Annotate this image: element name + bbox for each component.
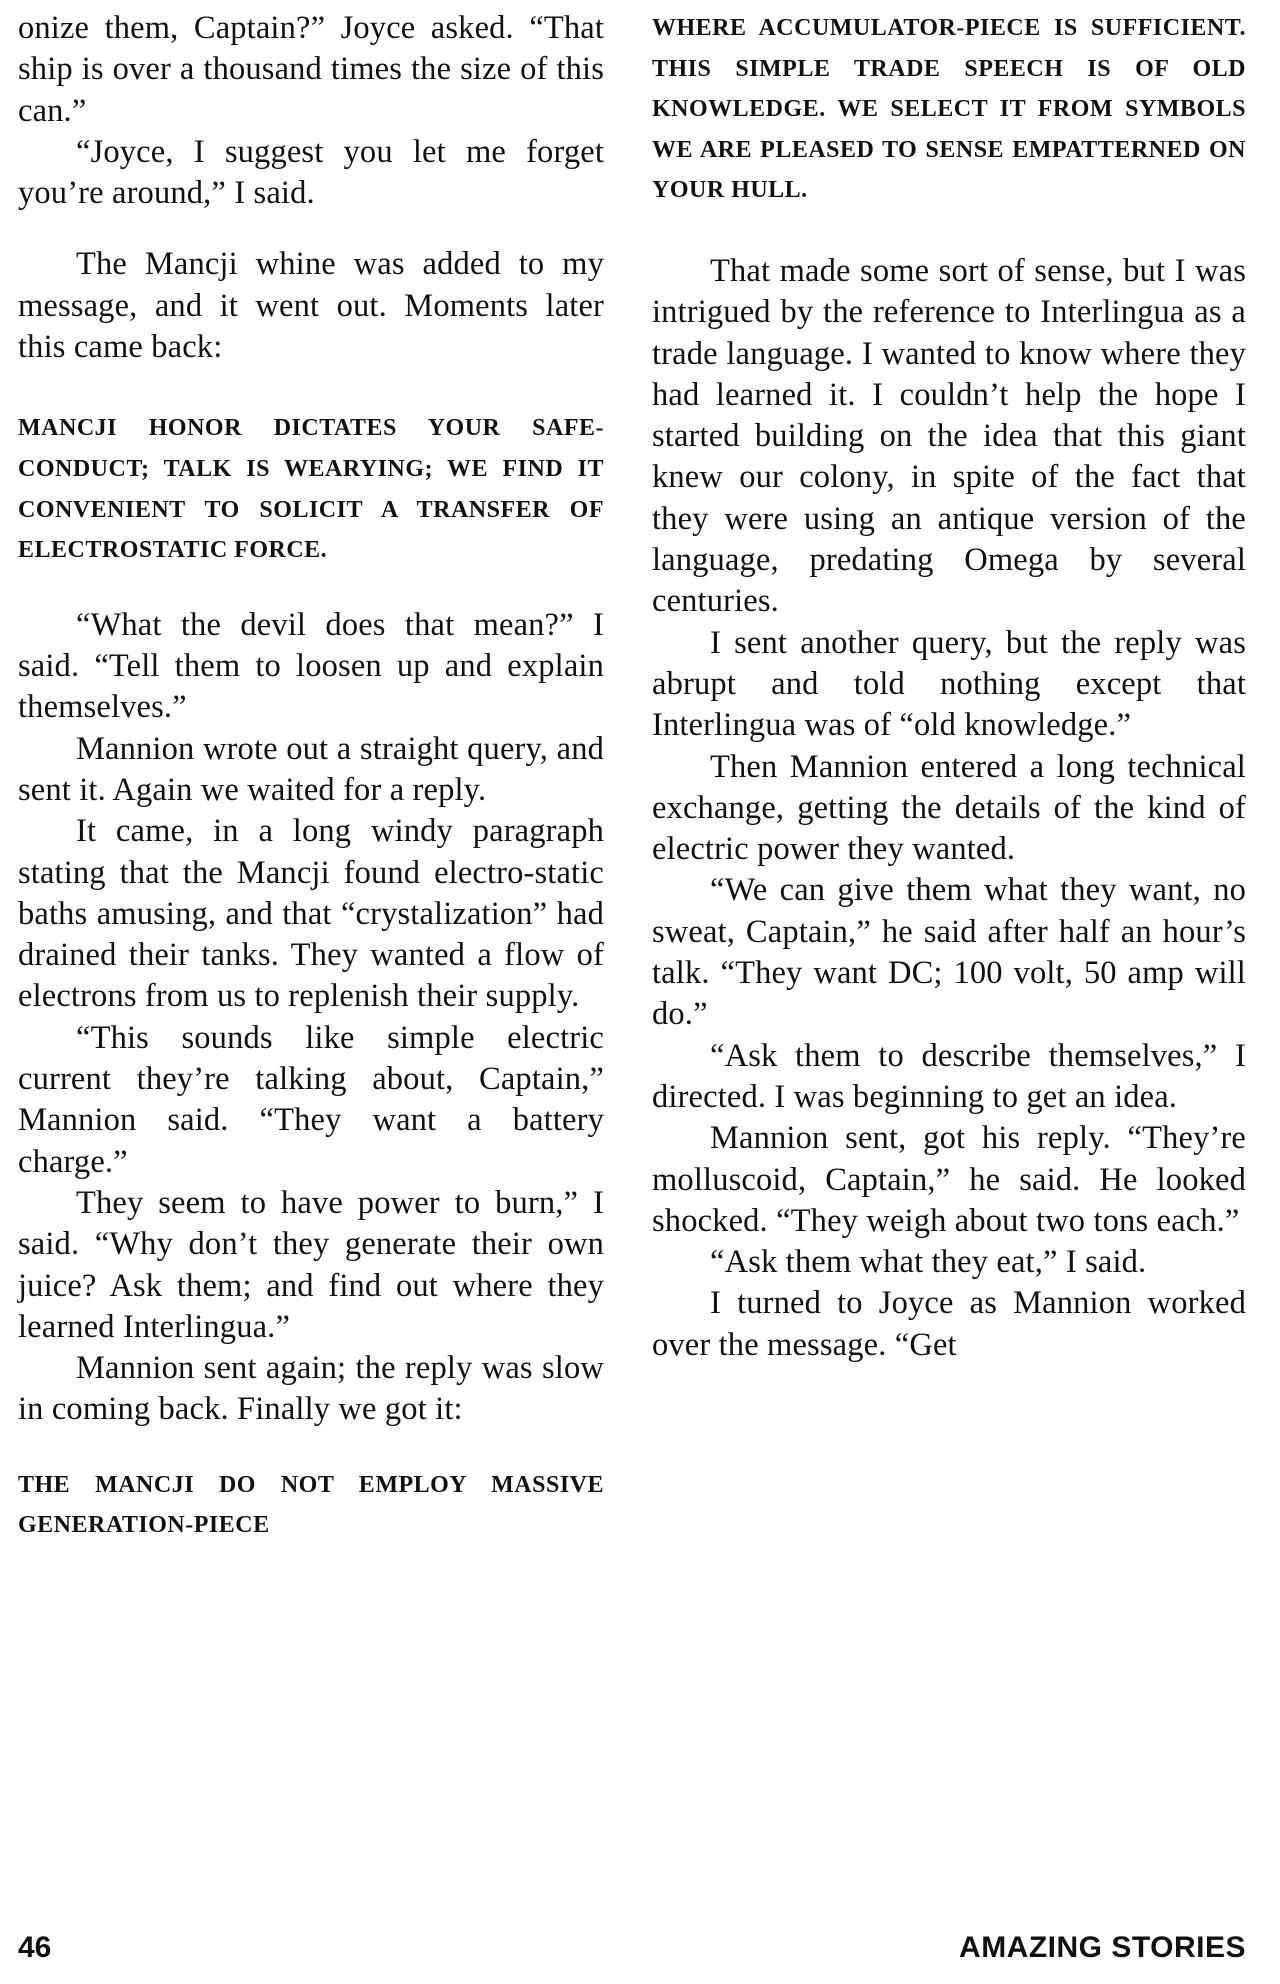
left-column bbox=[18, 8, 604, 1546]
magazine-title: AMAZING STORIES bbox=[959, 1931, 1246, 1964]
paragraph: Mannion sent again; the reply was slow in coming back. Finally we got it: bbox=[18, 1350, 604, 1428]
alien-message: THE MANCJI DO NOT EMPLOY MASSIVE GENERATION-PIECE bbox=[18, 1471, 604, 1539]
paragraph: “This sounds like simple electric current they’re talking about, Captain,” Mannion said. “They want a battery charge.” bbox=[18, 1019, 604, 1180]
alien-message: WHERE ACCUMULATOR-PIECE IS SUFFICIENT. THIS SIMPLE TRADE SPEECH IS OF OLD KNOWLEDGE. WE SELECT IT FROM SYMBOLS WE ARE PLEASED TO SENSE EMPATTERNED ON YOUR HULL. bbox=[652, 15, 1246, 204]
spacer bbox=[18, 214, 604, 244]
paragraph: “Ask them to describe themselves,” I directed. I was beginning to get an idea. bbox=[652, 1037, 1246, 1115]
page-number: 46 bbox=[18, 1931, 52, 1964]
paragraph: I sent another query, but the reply was abrupt and told nothing except that Interlingua was of “old knowledge.” bbox=[652, 624, 1246, 744]
spacer bbox=[18, 1431, 604, 1465]
paragraph: onize them, Captain?” Joyce asked. “That ship is over a thousand times the size of this can.” bbox=[18, 10, 604, 129]
spacer bbox=[18, 368, 604, 408]
paragraph: They seem to have power to burn,” I said. “Why don’t they generate their own juice? Ask them; and find out where they learned Interlingua.” bbox=[18, 1184, 604, 1345]
paragraph: “What the devil does that mean?” I said. “Tell them to loosen up and explain themselves.” bbox=[18, 606, 604, 726]
paragraph: “We can give them what they want, no sweat, Captain,” he said after half an hour’s talk. “They want DC; 100 volt, 50 amp will do.” bbox=[652, 872, 1246, 1033]
paragraph: Mannion wrote out a straight query, and sent it. Again we waited for a reply. bbox=[18, 730, 604, 808]
alien-message: MANCJI HONOR DICTATES YOUR SAFE-CONDUCT; TALK IS WEARYING; WE FIND IT CONVENIENT TO SOLICIT A TRANSFER OF ELECTROSTATIC FORCE. bbox=[18, 415, 604, 564]
paragraph: “Joyce, I suggest you let me forget you’re around,” I said. bbox=[18, 133, 604, 212]
spacer bbox=[652, 211, 1246, 251]
paragraph: Mannion sent, got his reply. “They’re molluscoid, Captain,” he said. He looked shocked. “They weigh about two tons each.” bbox=[652, 1120, 1246, 1239]
spacer bbox=[18, 571, 604, 605]
paragraph: It came, in a long windy paragraph stating that the Mancji found electro-static baths amusing, and that “crystalization” had drained their tanks. They wanted a flow of electrons from us to replenish their supply. bbox=[18, 813, 604, 1015]
paragraph: The Mancji whine was added to my message, and it went out. Moments later this came back: bbox=[18, 246, 604, 366]
right-column bbox=[652, 8, 1246, 1366]
paragraph: Then Mannion entered a long technical exchange, getting the details of the kind of electric power they wanted. bbox=[652, 748, 1246, 868]
paragraph: “Ask them what they eat,” I said. bbox=[710, 1244, 1147, 1281]
paragraph: That made some sort of sense, but I was intrigued by the reference to Interlingua as a trade language. I wanted to know where they had learned it. I couldn’t help the hope I started building on the idea that this giant knew our colony, in spite of the fact that they were using an antique version of the language, predating Omega by several centuries. bbox=[652, 252, 1246, 620]
paragraph: I turned to Joyce as Mannion worked over the message. “Get bbox=[652, 1285, 1246, 1363]
